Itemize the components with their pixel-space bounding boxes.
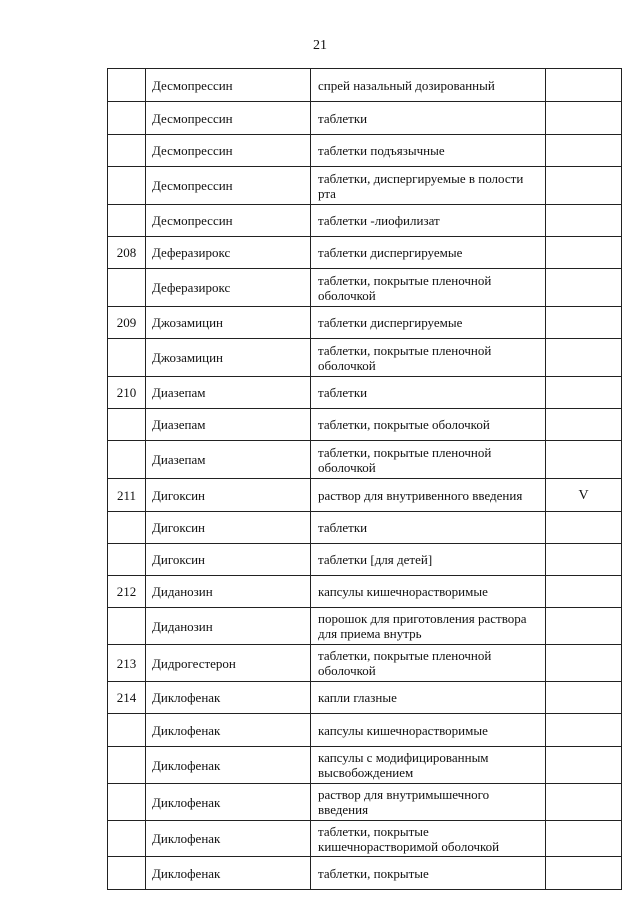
dosage-form-cell: раствор для внутривенного введения bbox=[311, 479, 546, 512]
drug-name-cell: Дигоксин bbox=[146, 512, 311, 544]
dosage-form-cell: капсулы кишечнорастворимые bbox=[311, 714, 546, 747]
mark-cell bbox=[546, 608, 622, 645]
drug-name-cell: Дидрогестерон bbox=[146, 645, 311, 682]
mark-cell bbox=[546, 747, 622, 784]
drug-name-cell: Джозамицин bbox=[146, 307, 311, 339]
mark-cell bbox=[546, 307, 622, 339]
row-number-cell bbox=[108, 205, 146, 237]
mark-cell bbox=[546, 377, 622, 409]
dosage-form-cell: таблетки, покрытые кишечнорастворимой оболочкой bbox=[311, 821, 546, 857]
drug-name-cell: Деферазирокс bbox=[146, 269, 311, 307]
row-number-cell bbox=[108, 512, 146, 544]
row-number-cell bbox=[108, 441, 146, 479]
dosage-form-cell: таблетки диспергируемые bbox=[311, 307, 546, 339]
table-row bbox=[108, 645, 622, 682]
table-row bbox=[108, 205, 622, 237]
table-row bbox=[108, 307, 622, 339]
mark-cell bbox=[546, 102, 622, 135]
dosage-form-cell: таблетки -лиофилизат bbox=[311, 205, 546, 237]
mark-cell bbox=[546, 784, 622, 821]
table-row bbox=[108, 747, 622, 784]
mark-cell bbox=[546, 339, 622, 377]
dosage-form-cell: таблетки диспергируемые bbox=[311, 237, 546, 269]
dosage-form-cell: капсулы с модифицированным высвобождением bbox=[311, 747, 546, 784]
table-row bbox=[108, 544, 622, 576]
mark-cell: V bbox=[546, 479, 622, 512]
dosage-form-cell: таблетки, покрытые пленочной оболочкой bbox=[311, 339, 546, 377]
drug-table-body bbox=[108, 69, 622, 890]
row-number-cell: 208 bbox=[108, 237, 146, 269]
table-row bbox=[108, 784, 622, 821]
row-number-cell bbox=[108, 135, 146, 167]
mark-cell bbox=[546, 69, 622, 102]
drug-name-cell: Десмопрессин bbox=[146, 205, 311, 237]
table-row bbox=[108, 608, 622, 645]
row-number-cell bbox=[108, 339, 146, 377]
table-row bbox=[108, 339, 622, 377]
mark-cell bbox=[546, 645, 622, 682]
row-number-cell bbox=[108, 857, 146, 890]
row-number-cell bbox=[108, 747, 146, 784]
mark-cell bbox=[546, 576, 622, 608]
dosage-form-cell: таблетки bbox=[311, 377, 546, 409]
table-row bbox=[108, 857, 622, 890]
mark-cell bbox=[546, 821, 622, 857]
row-number-cell: 209 bbox=[108, 307, 146, 339]
dosage-form-cell: таблетки bbox=[311, 512, 546, 544]
row-number-cell bbox=[108, 784, 146, 821]
row-number-cell bbox=[108, 167, 146, 205]
row-number-cell bbox=[108, 69, 146, 102]
table-row bbox=[108, 576, 622, 608]
drug-name-cell: Диданозин bbox=[146, 608, 311, 645]
dosage-form-cell: таблетки, диспергируемые в полости рта bbox=[311, 167, 546, 205]
row-number-cell bbox=[108, 269, 146, 307]
table-row bbox=[108, 441, 622, 479]
dosage-form-cell: раствор для внутримышечного введения bbox=[311, 784, 546, 821]
dosage-form-cell: таблетки [для детей] bbox=[311, 544, 546, 576]
drug-name-cell: Диклофенак bbox=[146, 784, 311, 821]
table-row bbox=[108, 377, 622, 409]
drug-name-cell: Дигоксин bbox=[146, 479, 311, 512]
row-number-cell bbox=[108, 409, 146, 441]
row-number-cell: 214 bbox=[108, 682, 146, 714]
mark-cell bbox=[546, 269, 622, 307]
table-row bbox=[108, 135, 622, 167]
mark-cell bbox=[546, 441, 622, 479]
mark-cell bbox=[546, 857, 622, 890]
dosage-form-cell: порошок для приготовления раствора для приема внутрь bbox=[311, 608, 546, 645]
drug-name-cell: Джозамицин bbox=[146, 339, 311, 377]
drug-table bbox=[107, 68, 622, 890]
dosage-form-cell: таблетки, покрытые пленочной оболочкой bbox=[311, 441, 546, 479]
dosage-form-cell: таблетки bbox=[311, 102, 546, 135]
mark-cell bbox=[546, 512, 622, 544]
drug-name-cell: Диклофенак bbox=[146, 747, 311, 784]
dosage-form-cell: спрей назальный дозированный bbox=[311, 69, 546, 102]
dosage-form-cell: таблетки, покрытые пленочной оболочкой bbox=[311, 269, 546, 307]
drug-name-cell: Десмопрессин bbox=[146, 102, 311, 135]
table-row bbox=[108, 269, 622, 307]
mark-cell bbox=[546, 544, 622, 576]
row-number-cell bbox=[108, 102, 146, 135]
table-row bbox=[108, 821, 622, 857]
table-row bbox=[108, 167, 622, 205]
drug-name-cell: Десмопрессин bbox=[146, 69, 311, 102]
table-row bbox=[108, 69, 622, 102]
table-row bbox=[108, 479, 622, 512]
page-number: 21 bbox=[313, 38, 327, 53]
mark-cell bbox=[546, 714, 622, 747]
mark-cell bbox=[546, 682, 622, 714]
row-number-cell: 211 bbox=[108, 479, 146, 512]
row-number-cell: 210 bbox=[108, 377, 146, 409]
drug-name-cell: Диазепам bbox=[146, 441, 311, 479]
row-number-cell bbox=[108, 544, 146, 576]
table-row bbox=[108, 682, 622, 714]
dosage-form-cell: таблетки подъязычные bbox=[311, 135, 546, 167]
dosage-form-cell: таблетки, покрытые оболочкой bbox=[311, 409, 546, 441]
drug-name-cell: Деферазирокс bbox=[146, 237, 311, 269]
drug-name-cell: Десмопрессин bbox=[146, 135, 311, 167]
table-row bbox=[108, 512, 622, 544]
dosage-form-cell: таблетки, покрытые bbox=[311, 857, 546, 890]
drug-name-cell: Диклофенак bbox=[146, 682, 311, 714]
row-number-cell: 213 bbox=[108, 645, 146, 682]
table-row bbox=[108, 714, 622, 747]
drug-name-cell: Дигоксин bbox=[146, 544, 311, 576]
mark-cell bbox=[546, 205, 622, 237]
table-row bbox=[108, 102, 622, 135]
drug-name-cell: Диклофенак bbox=[146, 857, 311, 890]
mark-cell bbox=[546, 237, 622, 269]
drug-name-cell: Диазепам bbox=[146, 377, 311, 409]
mark-cell bbox=[546, 167, 622, 205]
table-row bbox=[108, 409, 622, 441]
dosage-form-cell: таблетки, покрытые пленочной оболочкой bbox=[311, 645, 546, 682]
table-row bbox=[108, 237, 622, 269]
mark-cell bbox=[546, 135, 622, 167]
drug-name-cell: Диданозин bbox=[146, 576, 311, 608]
drug-name-cell: Диклофенак bbox=[146, 821, 311, 857]
dosage-form-cell: капли глазные bbox=[311, 682, 546, 714]
drug-name-cell: Десмопрессин bbox=[146, 167, 311, 205]
drug-name-cell: Диазепам bbox=[146, 409, 311, 441]
row-number-cell: 212 bbox=[108, 576, 146, 608]
row-number-cell bbox=[108, 714, 146, 747]
row-number-cell bbox=[108, 608, 146, 645]
mark-cell bbox=[546, 409, 622, 441]
row-number-cell bbox=[108, 821, 146, 857]
drug-name-cell: Диклофенак bbox=[146, 714, 311, 747]
dosage-form-cell: капсулы кишечнорастворимые bbox=[311, 576, 546, 608]
